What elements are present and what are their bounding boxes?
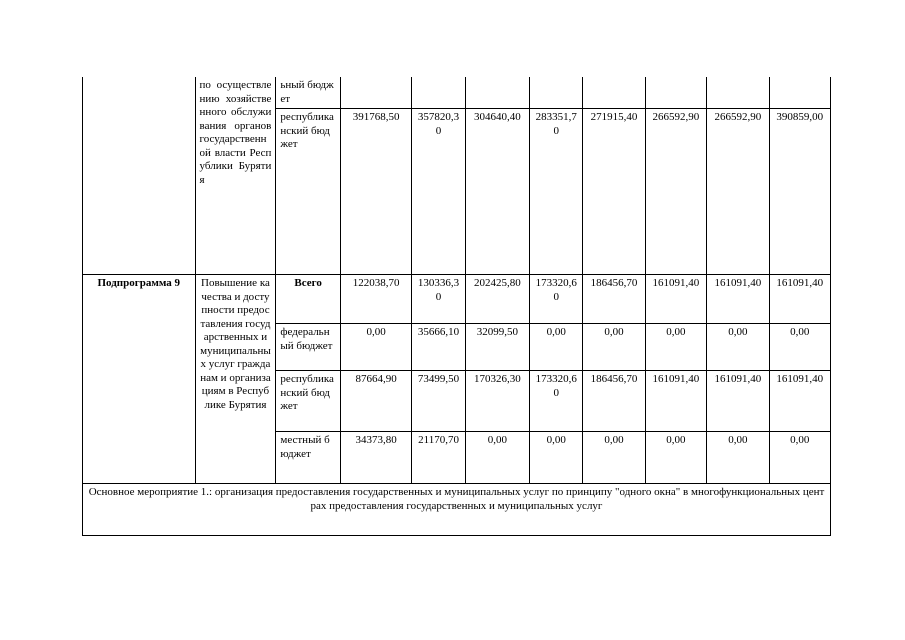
program-8-label-cell	[83, 77, 196, 275]
source-total-cell: Всего	[276, 275, 340, 324]
value-cell: 161091,40	[769, 371, 830, 432]
source-cell: республиканский бюджет	[276, 371, 340, 432]
source-cell: федеральный бюджет	[276, 324, 340, 371]
program-8-empty-cell	[412, 77, 465, 109]
value-cell: 35666,10	[412, 324, 465, 371]
program-8-empty-cell	[707, 77, 769, 109]
subprogram-9-total-row	[83, 275, 831, 324]
value-cell: 0,00	[645, 432, 706, 484]
value-cell: 357820,30	[412, 109, 465, 275]
source-cell: местный бюджет	[276, 432, 340, 484]
value-cell: 161091,40	[707, 275, 769, 324]
value-cell: 161091,40	[645, 371, 706, 432]
value-cell: 0,00	[769, 324, 830, 371]
main-activity-row	[83, 484, 831, 536]
value-cell: 0,00	[769, 432, 830, 484]
value-cell: 161091,40	[707, 371, 769, 432]
value-cell: 391768,50	[340, 109, 412, 275]
value-cell: 32099,50	[465, 324, 529, 371]
value-cell: 173320,60	[530, 275, 583, 324]
value-cell: 304640,40	[465, 109, 529, 275]
value-cell: 130336,30	[412, 275, 465, 324]
subprogram-name: Повышение качества и доступности предоставления государственных и муниципальных услуг гражданам и организациям в Республике Бурятия	[200, 277, 271, 411]
value-cell: 271915,40	[583, 109, 645, 275]
value-cell: 34373,80	[340, 432, 412, 484]
program-8-empty-cell	[530, 77, 583, 109]
program-8-tail-row	[83, 77, 831, 109]
value-cell: 266592,90	[707, 109, 769, 275]
program-8-empty-cell	[645, 77, 706, 109]
value-cell: 186456,70	[583, 275, 645, 324]
budget-table	[82, 77, 831, 536]
program-8-empty-cell	[340, 77, 412, 109]
value-cell: 122038,70	[340, 275, 412, 324]
value-cell: 202425,80	[465, 275, 529, 324]
program-8-empty-cell	[465, 77, 529, 109]
value-cell: 0,00	[583, 324, 645, 371]
value-cell: 0,00	[583, 432, 645, 484]
subprogram-label-cell	[83, 275, 196, 484]
value-cell: 0,00	[707, 432, 769, 484]
value-cell: 390859,00	[769, 109, 830, 275]
program-8-name: по осуществлению хозяйственного обслуживания органов государственной власти Республики Бурятия	[199, 79, 272, 186]
value-cell: 283351,70	[530, 109, 583, 275]
value-cell: 0,00	[645, 324, 706, 371]
value-cell: 87664,90	[340, 371, 412, 432]
value-cell: 0,00	[530, 432, 583, 484]
value-cell: 0,00	[340, 324, 412, 371]
program-8-name-cell	[195, 77, 276, 275]
source-cell: республиканский бюджет	[276, 109, 340, 275]
value-cell: 170326,30	[465, 371, 529, 432]
program-8-source-tail: ьный бюджет	[276, 77, 340, 109]
value-cell: 161091,40	[645, 275, 706, 324]
value-cell: 0,00	[530, 324, 583, 371]
subprogram-label: Подпрограмма 9	[97, 277, 181, 289]
value-cell: 266592,90	[645, 109, 706, 275]
main-activity-text: Основное мероприятие 1.: организация предоставления государственных и муниципальных услуг по принципу "одного окна" в многофункциональных центрах предоставления государственных и муниципальных услуг	[83, 484, 831, 536]
value-cell: 73499,50	[412, 371, 465, 432]
value-cell: 161091,40	[769, 275, 830, 324]
program-8-empty-cell	[769, 77, 830, 109]
value-cell: 0,00	[707, 324, 769, 371]
value-cell: 186456,70	[583, 371, 645, 432]
program-8-empty-cell	[583, 77, 645, 109]
subprogram-name-cell	[195, 275, 276, 484]
value-cell: 21170,70	[412, 432, 465, 484]
value-cell: 0,00	[465, 432, 529, 484]
value-cell: 173320,60	[530, 371, 583, 432]
